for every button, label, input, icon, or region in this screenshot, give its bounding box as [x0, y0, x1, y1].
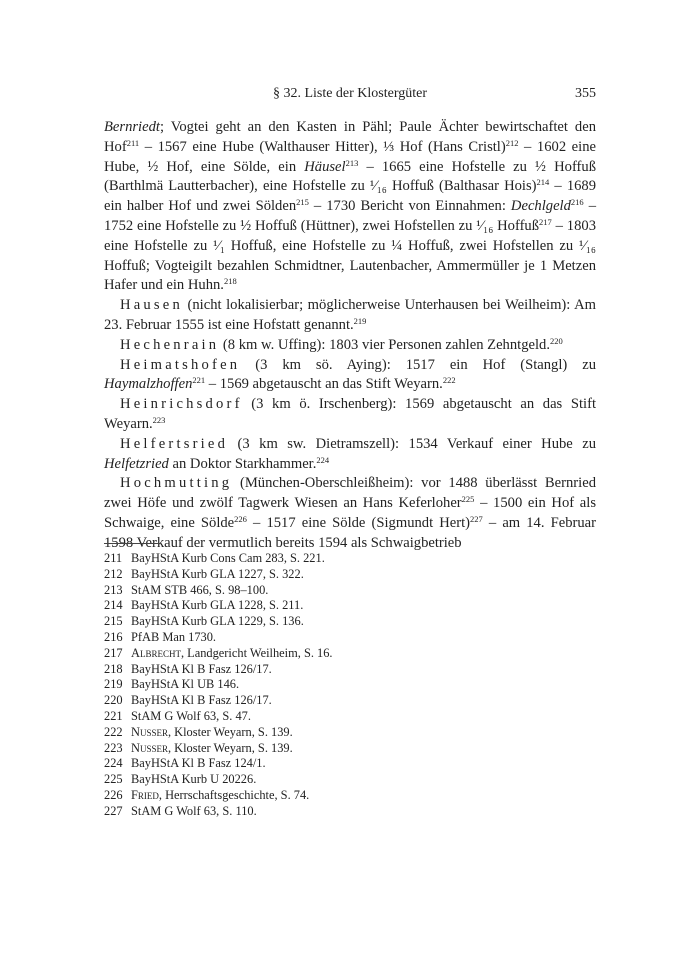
footnote-ref[interactable]: 220: [549, 335, 563, 346]
footnote-ref[interactable]: 214: [536, 177, 550, 188]
footnote-text: Nusser, Kloster Weyarn, S. 139.: [131, 740, 293, 755]
entry-name: Helfertsried: [120, 435, 229, 452]
footnote: [104, 756, 596, 772]
footnote-ref[interactable]: 224: [316, 454, 330, 465]
footnote-number: 217: [104, 645, 123, 660]
footnote-text: Fried, Herrschaftsgeschichte, S. 74.: [131, 787, 310, 802]
footnote: [104, 614, 596, 630]
footnote-ref[interactable]: 215: [296, 197, 309, 208]
footnote-text: Albrecht, Landgericht Weilheim, S. 16.: [131, 645, 333, 660]
footnote: [104, 725, 596, 741]
footnote: [104, 646, 596, 662]
footnote-number: 214: [104, 598, 123, 613]
footnote-text: BayHStA Kurb U 20226.: [131, 772, 257, 787]
footnote-number: 219: [104, 677, 123, 692]
entry-hausen: Hausen (nicht lokalisierbar; möglicherweise Unterhausen bei Weilheim): Am 23. Februar 1555 ist eine Hofstatt genannt.$^{219}$: [104, 297, 596, 333]
footnote-number: 212: [104, 566, 123, 581]
footnote-ref[interactable]: 221: [192, 375, 206, 386]
footnote-number: 224: [104, 756, 123, 771]
footnote: [104, 709, 596, 725]
footnote-ref[interactable]: 218: [223, 276, 237, 287]
footnote-number: 218: [104, 661, 123, 676]
entry-hechenrain: Hechenrain (8 km w. Uffing): 1803 vier Personen zahlen Zehntgeld.$^{220}$: [120, 335, 563, 353]
footnote: [104, 583, 596, 599]
footnote: [104, 772, 596, 788]
footnote-number: 226: [104, 787, 123, 802]
footnote-ref[interactable]: 222: [442, 375, 456, 386]
footnote: [104, 677, 596, 693]
entry-heimatshofen: Heimatshofen (3 km sö. Aying): 1517 ein Hof (Stangl) zu Haymalzhoffen$^{221}$ – 1569 abgetauscht an das Stift Weyarn.$^{222}$: [104, 356, 596, 393]
footnote-text: BayHStA Kl B Fasz 126/17.: [131, 693, 272, 708]
footnote-number: 215: [104, 614, 123, 629]
entry-helfertsried: Helfertsried (3 km sw. Dietramszell): 1534 Verkauf einer Hube zu Helfetzried an Doktor Starkhammer.$^{224}$: [104, 435, 596, 472]
footnotes: [104, 551, 596, 820]
footnote-ref[interactable]: 213: [345, 157, 359, 168]
entry-name: Heimatshofen: [120, 356, 241, 373]
footnote-text: StAM G Wolf 63, S. 110.: [131, 803, 257, 818]
entry-name: Hausen: [120, 297, 183, 314]
footnote-ref[interactable]: 227: [470, 513, 483, 524]
footnote-ref[interactable]: 226: [234, 513, 247, 524]
footnote-text: StAM G Wolf 63, S. 47.: [131, 708, 251, 723]
footnote-text: BayHStA Kurb Cons Cam 283, S. 221.: [131, 551, 325, 565]
footnote: [104, 567, 596, 583]
footnote-ref[interactable]: 211: [126, 137, 140, 148]
footnote-number: 227: [104, 803, 123, 818]
footnote-number: 213: [104, 582, 123, 597]
entry-name: Heinrichsdorf: [120, 396, 243, 413]
footnote: [104, 630, 596, 646]
footnote-author: Fried: [131, 787, 159, 802]
main-text: [104, 118, 596, 554]
footnote-text: PfAB Man 1730.: [131, 629, 217, 644]
footnote-number: 222: [104, 724, 123, 739]
footnote-number: 211: [104, 551, 123, 565]
footnote-text: BayHStA Kurb GLA 1229, S. 136.: [131, 614, 304, 629]
footnote-number: 221: [104, 708, 123, 723]
footnote: [104, 662, 596, 678]
page-number: 355: [575, 86, 596, 101]
footnote: [104, 804, 596, 820]
footnote-divider: [104, 543, 160, 544]
footnote: [104, 788, 596, 804]
footnote-ref[interactable]: 217: [539, 216, 552, 227]
footnote-ref[interactable]: 225: [461, 494, 475, 505]
footnote-text: BayHStA Kl B Fasz 126/17.: [131, 661, 272, 676]
running-header: [104, 86, 596, 106]
footnote-ref[interactable]: 212: [505, 137, 519, 148]
entry-hochmutting: Hochmutting (München-Oberschleißheim): vor 1488 überlässt Bernried zwei Höfe und zwölf Tagwerk Wiesen an Hans Keferloher$^{225}$ – 1500 ein Hof als Schwaige, eine Sölde$^{226}$ – 1517 eine Sölde (Sigmundt Hert)$^{227}$ – am 14. Februar 1598 Verkauf der vermutlich bereits 1594 als Schwaigbetrieb: [104, 475, 596, 551]
footnote-ref[interactable]: 223: [152, 414, 166, 425]
footnote-author: Nusser: [131, 740, 168, 755]
running-title: § 32. Liste der Klostergüter: [272, 86, 428, 101]
entry-name: Hochmutting: [120, 475, 233, 492]
footnote-ref[interactable]: 219: [353, 315, 367, 326]
footnote-text: BayHStA Kl B Fasz 124/1.: [131, 756, 266, 771]
footnote-number: 220: [104, 693, 123, 708]
footnote-text: BayHStA Kurb GLA 1228, S. 211.: [131, 598, 304, 613]
entry-heinrichsdorf: Heinrichsdorf (3 km ö. Irschenberg): 1569 abgetauscht an das Stift Weyarn.$^{223}$: [104, 396, 596, 432]
footnote-number: 223: [104, 740, 123, 755]
paragraph-bernried: Bernriedt; Vogtei geht an den Kasten in Pähl; Paule Ächter bewirtschaftet den Hof$^{211}$ – 1567 eine Hube (Walthauser Hitter), ⅓ Hof (Hans Cristl)$^{212}$ – 1602 eine Hube, ½ Hof, eine Sölde, ein Häusel$^{213}$ – 1665 eine Hofstelle zu ½ Hoffuß (Barthlmä Lautterbacher), eine Hofstelle zu ¹⁄₁₆ Hoffuß (Balthasar Hois)$^{214}$ – 1689 ein halber Hof und zwei Sölden$^{215}$ – 1730 Bericht von Einnahmen: Dechlgeld$^{216}$ – 1752 eine Hofstelle zu ½ Hoffuß (Hüttner), zwei Hofstellen zu ¹⁄₁₆ Hoffuß$^{217}$ – 1803 eine Hofstelle zu ¹⁄₁ Hoffuß, eine Hofstelle zu ¼ Hoffuß, zwei Hofstellen zu ¹⁄₁₆ Hoffuß; Vogteigilt bezahlen Schmidtner, Lautenbacher, Ammermüller je 1 Metzen Hafer und ein Huhn.$^{218}$: [104, 119, 597, 294]
footnote: [104, 741, 596, 757]
footnote: [104, 551, 596, 567]
footnote-text: BayHStA Kurb GLA 1227, S. 322.: [131, 566, 304, 581]
footnote-text: StAM STB 466, S. 98–100.: [131, 582, 269, 597]
footnote-number: 216: [104, 629, 123, 644]
footnote-number: 225: [104, 772, 123, 787]
footnote-author: Nusser: [131, 724, 168, 739]
footnote-author: Albrecht: [131, 645, 181, 660]
footnote: [104, 693, 596, 709]
entry-name: Hechenrain: [120, 336, 220, 353]
footnote: [104, 598, 596, 614]
footnote-ref[interactable]: 216: [570, 197, 584, 208]
footnote-text: BayHStA Kl UB 146.: [131, 677, 240, 692]
footnote-text: Nusser, Kloster Weyarn, S. 139.: [131, 724, 293, 739]
